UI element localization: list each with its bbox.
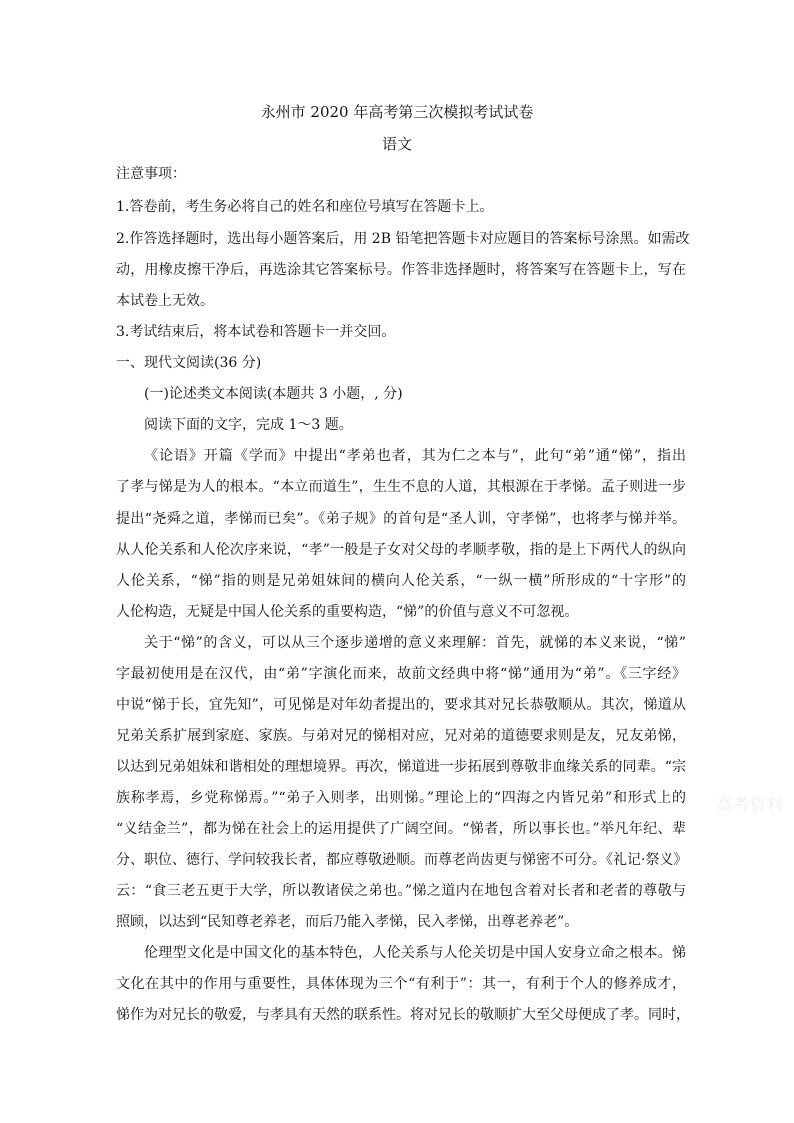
paragraph-2-line: 云：“食三老五更于大学，所以教诸侯之弟也。”悌之道内在地包含着对长者和老者的尊敬与 <box>116 883 686 899</box>
paragraph-2-line: 族称孝焉，乡党称悌焉。”“弟子入则孝，出则悌。”理论上的“四海之内皆兄弟”和形式上的 <box>116 790 686 806</box>
paragraph-1-line: 人伦关系，“悌”指的则是兄弟姐妹间的横向人伦关系，“一纵一横”所形成的“十字形”的 <box>116 573 686 589</box>
paragraph-2-line: 中说“悌于长，宜先知”，可见悌是对年幼者提出的，要求其对兄长恭敬顺从。其次，悌道从 <box>116 697 686 713</box>
paragraph-2-line: 字最初使用是在汉代，由“弟”字演化而来，故前文经典中将“悌”通用为“弟”。《三字经》 <box>116 666 686 682</box>
paragraph-1-line: 《论语》开篇《学而》中提出“孝弟也者，其为仁之本与”，此句“弟”通“悌”，指出 <box>144 448 686 464</box>
note-2-line-1: 2.作答选择题时，选出每小题答案后，用 2B 铅笔把答题卡对应题目的答案标号涂黑。如需改 <box>116 231 690 247</box>
section-heading: 一、现代文阅读(36 分) <box>116 355 262 371</box>
paragraph-3-line: 伦理型文化是中国文化的基本特色，人伦关系与人伦关切是中国人安身立命之根本。悌 <box>144 945 686 961</box>
note-2-line-3: 本试卷上无效。 <box>116 293 214 309</box>
sub-section-heading: (一)论述类文本阅读(本题共 3 小题，, 分) <box>144 386 403 402</box>
note-3: 3.考试结束后，将本试卷和答题卡一并交回。 <box>116 324 396 340</box>
notes-heading: 注意事项： <box>116 166 186 182</box>
note-2-line-2: 动，用橡皮擦干净后，再选涂其它答案标号。作答非选择题时，将答案写在答题卡上，写在 <box>116 262 686 278</box>
paragraph-2-line: 以达到兄弟姐妹和谐相处的理想境界。再次，悌道进一步拓展到尊敬非血缘关系的同辈。“宗 <box>116 759 686 775</box>
note-1: 1.答卷前，考生务必将自己的姓名和座位号填写在答题卡上。 <box>116 199 494 215</box>
paragraph-2-line: 关于“悌”的含义，可以从三个逐步递增的意义来理解：首先，就悌的本义来说，“悌” <box>144 635 686 651</box>
exam-title: 永州市 2020 年高考第三次模拟考试试卷 <box>260 103 534 121</box>
paragraph-1-line: 人伦构造，无疑是中国人伦关系的重要构造，“悌”的价值与意义不可忽视。 <box>116 604 579 620</box>
reading-instruction: 阅读下面的文字，完成 1～3 题。 <box>144 417 353 433</box>
watermark: 高考资料 <box>716 795 785 814</box>
paragraph-1-line: 提出“尧舜之道，孝悌而已矣”。《弟子规》的首句是“圣人训，守孝悌”，也将孝与悌并举。 <box>116 511 686 527</box>
paragraph-2-line: 兄弟关系扩展到家庭、家族。与弟对兄的悌相对应，兄对弟的道德要求则是友，兄友弟悌， <box>116 728 686 744</box>
paragraph-2-line: 照顾，以达到“民知尊老养老，而后乃能入孝悌，民入孝悌，出尊老养老”。 <box>116 914 579 930</box>
paragraph-3-line: 文化在其中的作用与重要性，具体体现为三个“有利于”：其一，有利于个人的修养成才， <box>116 976 686 992</box>
paragraph-1-line: 从人伦关系和人伦次序来说，“孝”一般是子女对父母的孝顺孝敬，指的是上下两代人的纵向 <box>116 542 686 558</box>
subject-title: 语文 <box>381 135 412 153</box>
paragraph-2-line: “义结金兰”，都为悌在社会上的运用提供了广阔空间。“悌者，所以事长也。”举凡年纪、辈 <box>116 821 686 837</box>
paragraph-2-line: 分、职位、德行、学问较我长者，都应尊敬逊顺。而尊老尚齿更与悌密不可分。《礼记·祭义》 <box>116 852 688 868</box>
paragraph-3-line: 悌作为对兄长的敬爱，与孝具有天然的联系性。将对兄长的敬顺扩大至父母便成了孝。同时， <box>116 1007 690 1023</box>
paragraph-1-line: 了孝与悌是为人的根本。“本立而道生”，生生不息的人道，其根源在于孝悌。孟子则进一步 <box>116 479 686 495</box>
